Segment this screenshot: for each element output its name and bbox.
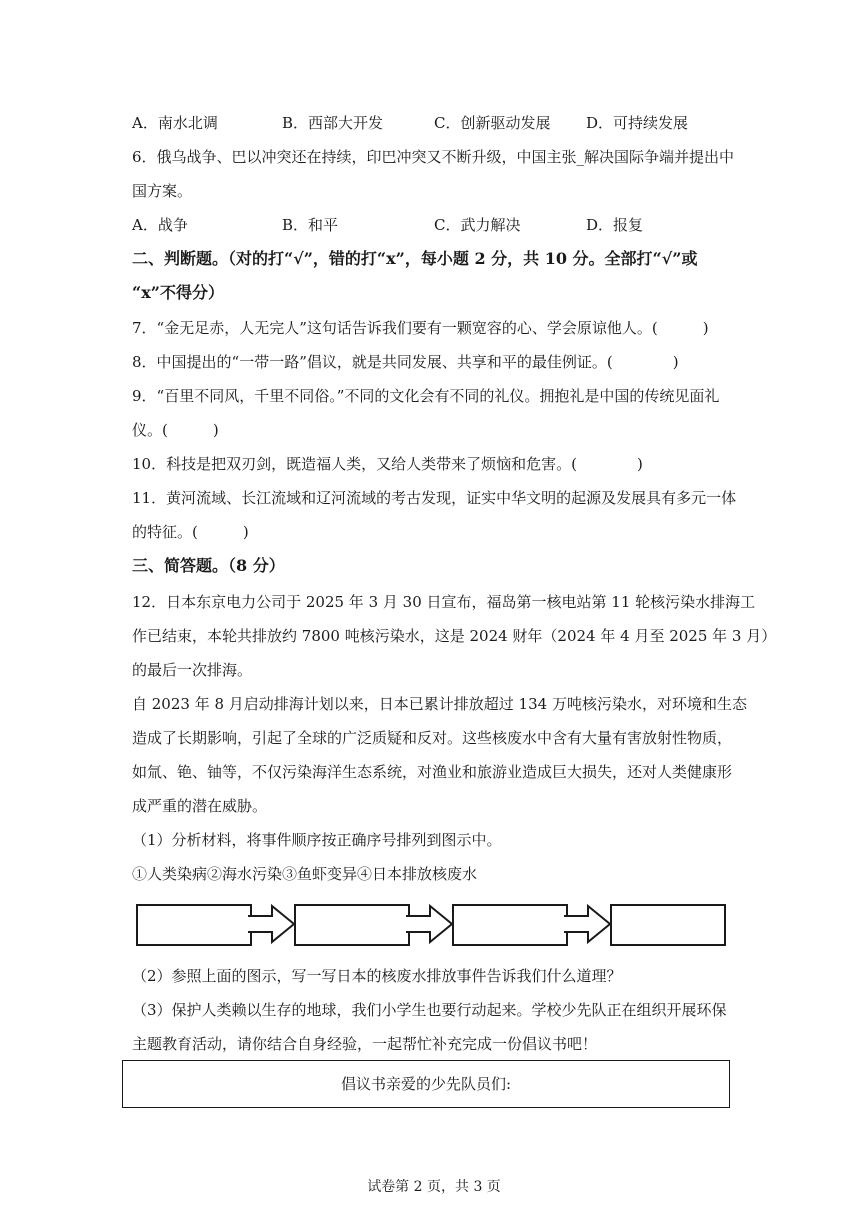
question-10: 10．科技是把双刃剑，既造福人类，又给人类带来了烦恼和危害。( ) bbox=[132, 455, 643, 473]
q5-option-b: B．西部大开发 bbox=[282, 114, 384, 132]
q12-p2-line2: 造成了长期影响，引起了全球的广泛质疑和反对。这些核废水中含有大量有害放射性物质， bbox=[132, 729, 733, 747]
arrow-right-icon bbox=[248, 896, 296, 952]
q5-option-c: C．创新驱动发展 bbox=[434, 114, 551, 132]
question-8: 8．中国提出的“一带一路”倡议，就是共同发展、共享和平的最佳例证。( ) bbox=[132, 353, 679, 371]
section2-heading-line2: “x”不得分） bbox=[132, 283, 224, 302]
question-7: 7．“金无足赤，人无完人”这句话告诉我们要有一颗宽容的心、学会原谅他人。( ) bbox=[132, 319, 709, 337]
q6-option-d: D．报复 bbox=[586, 216, 644, 234]
q12-p1-line2: 作已结束，本轮共排放约 7800 吨核污染水，这是 2024 财年（2024 年 4 月至 2025 年 3 月） bbox=[132, 627, 777, 645]
q6-option-c: C．武力解决 bbox=[434, 216, 521, 234]
q12-p1-line3: 的最后一次排海。 bbox=[132, 661, 253, 679]
page-footer: 试卷第 2 页，共 3 页 bbox=[367, 1179, 501, 1195]
section3-heading: 三、简答题。（8 分） bbox=[132, 556, 285, 575]
answer-box-2[interactable] bbox=[294, 904, 410, 946]
arrow-right-icon bbox=[406, 896, 454, 952]
q12-p2-line4: 成严重的潜在威胁。 bbox=[132, 797, 268, 815]
q6-stem-line2: 国方案。 bbox=[132, 182, 193, 200]
question-9-line1: 9．“百里不同风，千里不同俗。”不同的文化会有不同的礼仪。拥抱礼是中国的传统见面礼 bbox=[132, 387, 720, 405]
q12-p2-line3: 如氚、铯、铀等，不仅污染海洋生态系统，对渔业和旅游业造成巨大损失，还对人类健康形 bbox=[132, 763, 733, 781]
question-11-line1: 11．黄河流域、长江流域和辽河流域的考古发现，证实中华文明的起源及发展具有多元一体 bbox=[132, 489, 737, 507]
answer-box-4[interactable] bbox=[610, 904, 726, 946]
q12-p1-line1: 12．日本东京电力公司于 2025 年 3 月 30 日宣布，福岛第一核电站第 11 轮核污染水排海工 bbox=[132, 593, 756, 611]
question-9-line2: 仪。( ) bbox=[132, 421, 219, 439]
section2-heading-line1: 二、判断题。（对的打“√”，错的打“x”，每小题 2 分，共 10 分。全部打“√”或 bbox=[132, 249, 698, 268]
question-11-line2: 的特征。( ) bbox=[132, 523, 249, 541]
answer-box-3[interactable] bbox=[452, 904, 568, 946]
q6-option-b: B．和平 bbox=[282, 216, 339, 234]
q12-p2-line1: 自 2023 年 8 月启动排海计划以来，日本已累计排放超过 134 万吨核污染水，对环境和生态 bbox=[132, 695, 747, 713]
q12-sub1: （1）分析材料，将事件顺序按正确序号排列到图示中。 bbox=[132, 831, 502, 849]
q6-stem-line1: 6．俄乌战争、巴以冲突还在持续，印巴冲突又不断升级，中国主张_解决国际争端并提出中 bbox=[132, 148, 735, 166]
q5-option-d: D．可持续发展 bbox=[586, 114, 689, 132]
q12-event-list: ①人类染病②海水污染③鱼虾变异④日本排放核废水 bbox=[132, 865, 478, 883]
proposal-box[interactable] bbox=[122, 1060, 730, 1108]
proposal-title: 倡议书亲爱的少先队员们: bbox=[340, 1075, 512, 1093]
q12-sub3-line2: 主题教育活动，请你结合自身经验，一起帮忙补充完成一份倡议书吧！ bbox=[132, 1035, 598, 1053]
q6-option-a: A．战争 bbox=[132, 216, 188, 234]
q5-option-a: A．南水北调 bbox=[132, 114, 218, 132]
q12-sub3-line1: （3）保护人类赖以生存的地球，我们小学生也要行动起来。学校少先队正在组织开展环保 bbox=[132, 1001, 727, 1019]
arrow-right-icon bbox=[564, 896, 612, 952]
answer-box-1[interactable] bbox=[136, 904, 252, 946]
q12-sub2: （2）参照上面的图示，写一写日本的核废水排放事件告诉我们什么道理？ bbox=[132, 967, 622, 985]
